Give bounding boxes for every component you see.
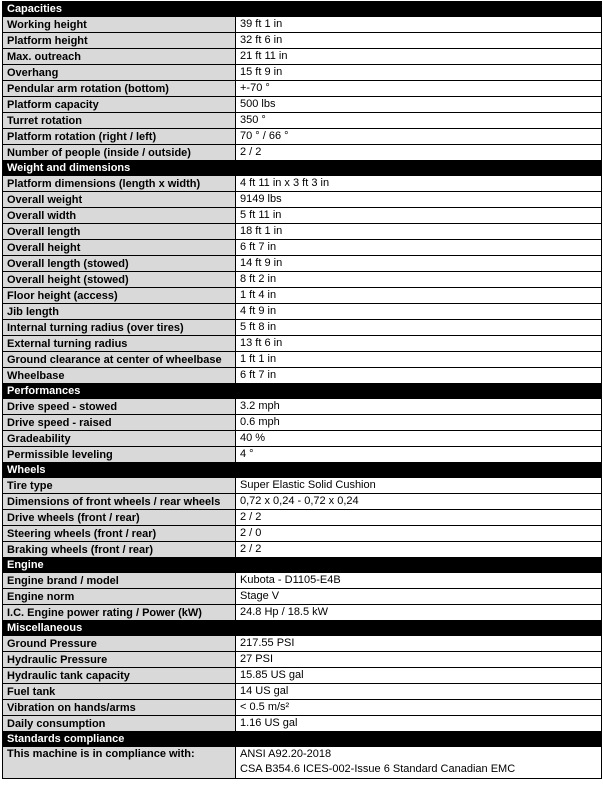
spec-row — [3, 320, 602, 336]
spec-value: 4 ° — [240, 448, 254, 460]
spec-value-cell — [236, 447, 602, 463]
section-header-spacer — [236, 2, 602, 17]
spec-row — [3, 224, 602, 240]
section-header — [3, 161, 602, 176]
spec-label: Steering wheels (front / rear) — [3, 526, 236, 542]
spec-value-cell — [236, 494, 602, 510]
spec-label: Overall height — [3, 240, 236, 256]
spec-label: Overall width — [3, 208, 236, 224]
spec-table — [2, 1, 602, 779]
section-header-spacer — [236, 732, 602, 747]
spec-value-cell — [236, 224, 602, 240]
section-title: Wheels — [3, 463, 236, 478]
spec-row — [3, 542, 602, 558]
section-header-spacer — [236, 558, 602, 573]
spec-value-cell — [236, 49, 602, 65]
section-header-spacer — [236, 463, 602, 478]
section-header — [3, 384, 602, 399]
spec-label: Engine norm — [3, 589, 236, 605]
spec-value-cell — [236, 176, 602, 192]
spec-row — [3, 431, 602, 447]
section-title: Capacities — [3, 2, 236, 17]
spec-label: Drive wheels (front / rear) — [3, 510, 236, 526]
spec-value-cell — [236, 256, 602, 272]
spec-row — [3, 256, 602, 272]
spec-label: Turret rotation — [3, 113, 236, 129]
spec-row — [3, 494, 602, 510]
spec-value-cell — [236, 605, 602, 621]
spec-value-cell — [236, 240, 602, 256]
spec-label: Drive speed - stowed — [3, 399, 236, 415]
spec-row — [3, 81, 602, 97]
spec-label: Number of people (inside / outside) — [3, 145, 236, 161]
spec-label: Engine brand / model — [3, 573, 236, 589]
spec-value: 39 ft 1 in — [240, 18, 283, 30]
spec-label: Overall height (stowed) — [3, 272, 236, 288]
spec-value-cell — [236, 747, 602, 779]
spec-row — [3, 573, 602, 589]
spec-table-body — [3, 2, 602, 779]
spec-label: Vibration on hands/arms — [3, 700, 236, 716]
spec-value: 14 ft 9 in — [240, 257, 283, 269]
spec-value: 350 ° — [240, 114, 266, 126]
spec-row — [3, 304, 602, 320]
section-title: Standards compliance — [3, 732, 236, 747]
spec-label: Internal turning radius (over tires) — [3, 320, 236, 336]
spec-value-cell — [236, 542, 602, 558]
spec-value-cell — [236, 478, 602, 494]
spec-value-cell — [236, 668, 602, 684]
spec-value-cell — [236, 352, 602, 368]
spec-label: Working height — [3, 17, 236, 33]
spec-row — [3, 415, 602, 431]
spec-row — [3, 240, 602, 256]
spec-value: 2 / 0 — [240, 527, 262, 539]
spec-label: Platform height — [3, 33, 236, 49]
spec-label: Pendular arm rotation (bottom) — [3, 81, 236, 97]
spec-row — [3, 192, 602, 208]
spec-label: External turning radius — [3, 336, 236, 352]
spec-value: 217.55 PSI — [240, 637, 295, 649]
spec-value: 6 ft 7 in — [240, 241, 277, 253]
spec-row — [3, 288, 602, 304]
spec-value: 70 ° / 66 ° — [240, 130, 289, 142]
spec-label: Platform capacity — [3, 97, 236, 113]
spec-row — [3, 368, 602, 384]
spec-label: Tire type — [3, 478, 236, 494]
spec-value: 18 ft 1 in — [240, 225, 283, 237]
spec-value: ANSI A92.20-2018 — [240, 748, 332, 760]
spec-label: Max. outreach — [3, 49, 236, 65]
spec-value-cell — [236, 97, 602, 113]
spec-value: 2 / 2 — [240, 511, 262, 523]
spec-label: Ground Pressure — [3, 636, 236, 652]
spec-value-cell — [236, 510, 602, 526]
spec-label: Dimensions of front wheels / rear wheels — [3, 494, 236, 510]
spec-value: 15 ft 9 in — [240, 66, 283, 78]
spec-row — [3, 478, 602, 494]
spec-row — [3, 636, 602, 652]
spec-value-cell — [236, 636, 602, 652]
spec-value-cell — [236, 415, 602, 431]
spec-label: Gradeability — [3, 431, 236, 447]
section-header — [3, 621, 602, 636]
spec-row — [3, 399, 602, 415]
spec-value: 8 ft 2 in — [240, 273, 277, 285]
spec-value: 14 US gal — [240, 685, 289, 697]
spec-row — [3, 526, 602, 542]
spec-value-cell — [236, 431, 602, 447]
spec-value-cell — [236, 526, 602, 542]
spec-row — [3, 176, 602, 192]
section-header — [3, 732, 602, 747]
spec-value-cell — [236, 716, 602, 732]
spec-value-cell — [236, 129, 602, 145]
spec-value: 0.6 mph — [240, 416, 280, 428]
spec-value: < 0.5 m/s² — [240, 701, 290, 713]
section-title: Engine — [3, 558, 236, 573]
section-header-spacer — [236, 621, 602, 636]
spec-value-cell — [236, 336, 602, 352]
spec-row — [3, 272, 602, 288]
section-header — [3, 463, 602, 478]
spec-label: Wheelbase — [3, 368, 236, 384]
spec-value-cell — [236, 589, 602, 605]
spec-value: 0,72 x 0,24 - 0,72 x 0,24 — [240, 495, 359, 507]
spec-value-cell — [236, 288, 602, 304]
spec-label: Permissible leveling — [3, 447, 236, 463]
spec-row — [3, 510, 602, 526]
spec-value-cell — [236, 573, 602, 589]
spec-value: Stage V — [240, 590, 280, 602]
spec-value-cell — [236, 652, 602, 668]
section-header-spacer — [236, 384, 602, 399]
spec-row — [3, 113, 602, 129]
spec-row — [3, 49, 602, 65]
spec-value: 500 lbs — [240, 98, 276, 110]
spec-value-cell — [236, 700, 602, 716]
spec-row — [3, 747, 602, 779]
spec-row — [3, 684, 602, 700]
spec-value-cell — [236, 65, 602, 81]
section-header-spacer — [236, 161, 602, 176]
spec-value: 4 ft 9 in — [240, 305, 277, 317]
spec-value-cell — [236, 368, 602, 384]
spec-row — [3, 605, 602, 621]
spec-value: 32 ft 6 in — [240, 34, 283, 46]
spec-value-cell — [236, 684, 602, 700]
spec-row — [3, 17, 602, 33]
spec-value-cell — [236, 17, 602, 33]
spec-value-cell — [236, 145, 602, 161]
spec-value-cell — [236, 272, 602, 288]
spec-value: 1 ft 4 in — [240, 289, 277, 301]
spec-value-cell — [236, 33, 602, 49]
spec-value: 13 ft 6 in — [240, 337, 283, 349]
spec-row — [3, 652, 602, 668]
spec-value-cell — [236, 208, 602, 224]
spec-value-cell — [236, 113, 602, 129]
spec-value-cell — [236, 399, 602, 415]
spec-label: Overall length (stowed) — [3, 256, 236, 272]
spec-label: Platform dimensions (length x width) — [3, 176, 236, 192]
spec-value: Super Elastic Solid Cushion — [240, 479, 376, 491]
spec-row — [3, 352, 602, 368]
spec-label: Hydraulic tank capacity — [3, 668, 236, 684]
spec-label: Overall weight — [3, 192, 236, 208]
spec-value-cell — [236, 320, 602, 336]
spec-value: +-70 ° — [240, 82, 270, 94]
spec-value-cell — [236, 81, 602, 97]
spec-value: 1 ft 1 in — [240, 353, 277, 365]
spec-value: 3.2 mph — [240, 400, 280, 412]
spec-row — [3, 447, 602, 463]
section-header — [3, 558, 602, 573]
spec-row — [3, 668, 602, 684]
spec-row — [3, 208, 602, 224]
spec-row — [3, 716, 602, 732]
spec-label: Overall length — [3, 224, 236, 240]
spec-value: 2 / 2 — [240, 146, 262, 158]
spec-value: Kubota - D1105-E4B — [240, 574, 341, 586]
section-header — [3, 2, 602, 17]
spec-label: Ground clearance at center of wheelbase — [3, 352, 236, 368]
spec-label: Jib length — [3, 304, 236, 320]
spec-value: 27 PSI — [240, 653, 274, 665]
spec-label: Hydraulic Pressure — [3, 652, 236, 668]
spec-row — [3, 129, 602, 145]
spec-label: Floor height (access) — [3, 288, 236, 304]
spec-value: 6 ft 7 in — [240, 369, 277, 381]
spec-value: 40 % — [240, 432, 266, 444]
spec-value-line-2: CSA B354.6 ICES-002-Issue 6 Standard Canadian EMC — [240, 763, 516, 775]
spec-label: This machine is in compliance with: — [3, 747, 236, 779]
spec-label: Fuel tank — [3, 684, 236, 700]
spec-row — [3, 33, 602, 49]
spec-row — [3, 65, 602, 81]
spec-label: Platform rotation (right / left) — [3, 129, 236, 145]
spec-value: 5 ft 11 in — [240, 209, 282, 221]
section-title: Performances — [3, 384, 236, 399]
spec-label: Daily consumption — [3, 716, 236, 732]
spec-value: 1.16 US gal — [240, 717, 298, 729]
spec-value-cell — [236, 304, 602, 320]
spec-label: Drive speed - raised — [3, 415, 236, 431]
spec-row — [3, 97, 602, 113]
spec-value-cell — [236, 192, 602, 208]
spec-value: 4 ft 11 in x 3 ft 3 in — [240, 177, 330, 189]
spec-value: 2 / 2 — [240, 543, 262, 555]
spec-row — [3, 145, 602, 161]
spec-row — [3, 700, 602, 716]
spec-value: 9149 lbs — [240, 193, 282, 205]
section-title: Weight and dimensions — [3, 161, 236, 176]
spec-value: 15.85 US gal — [240, 669, 304, 681]
spec-row — [3, 336, 602, 352]
spec-value: 21 ft 11 in — [240, 50, 288, 62]
spec-label: Braking wheels (front / rear) — [3, 542, 236, 558]
spec-value: 5 ft 8 in — [240, 321, 277, 333]
spec-value: 24.8 Hp / 18.5 kW — [240, 606, 329, 618]
section-title: Miscellaneous — [3, 621, 236, 636]
spec-row — [3, 589, 602, 605]
spec-label: I.C. Engine power rating / Power (kW) — [3, 605, 236, 621]
spec-label: Overhang — [3, 65, 236, 81]
